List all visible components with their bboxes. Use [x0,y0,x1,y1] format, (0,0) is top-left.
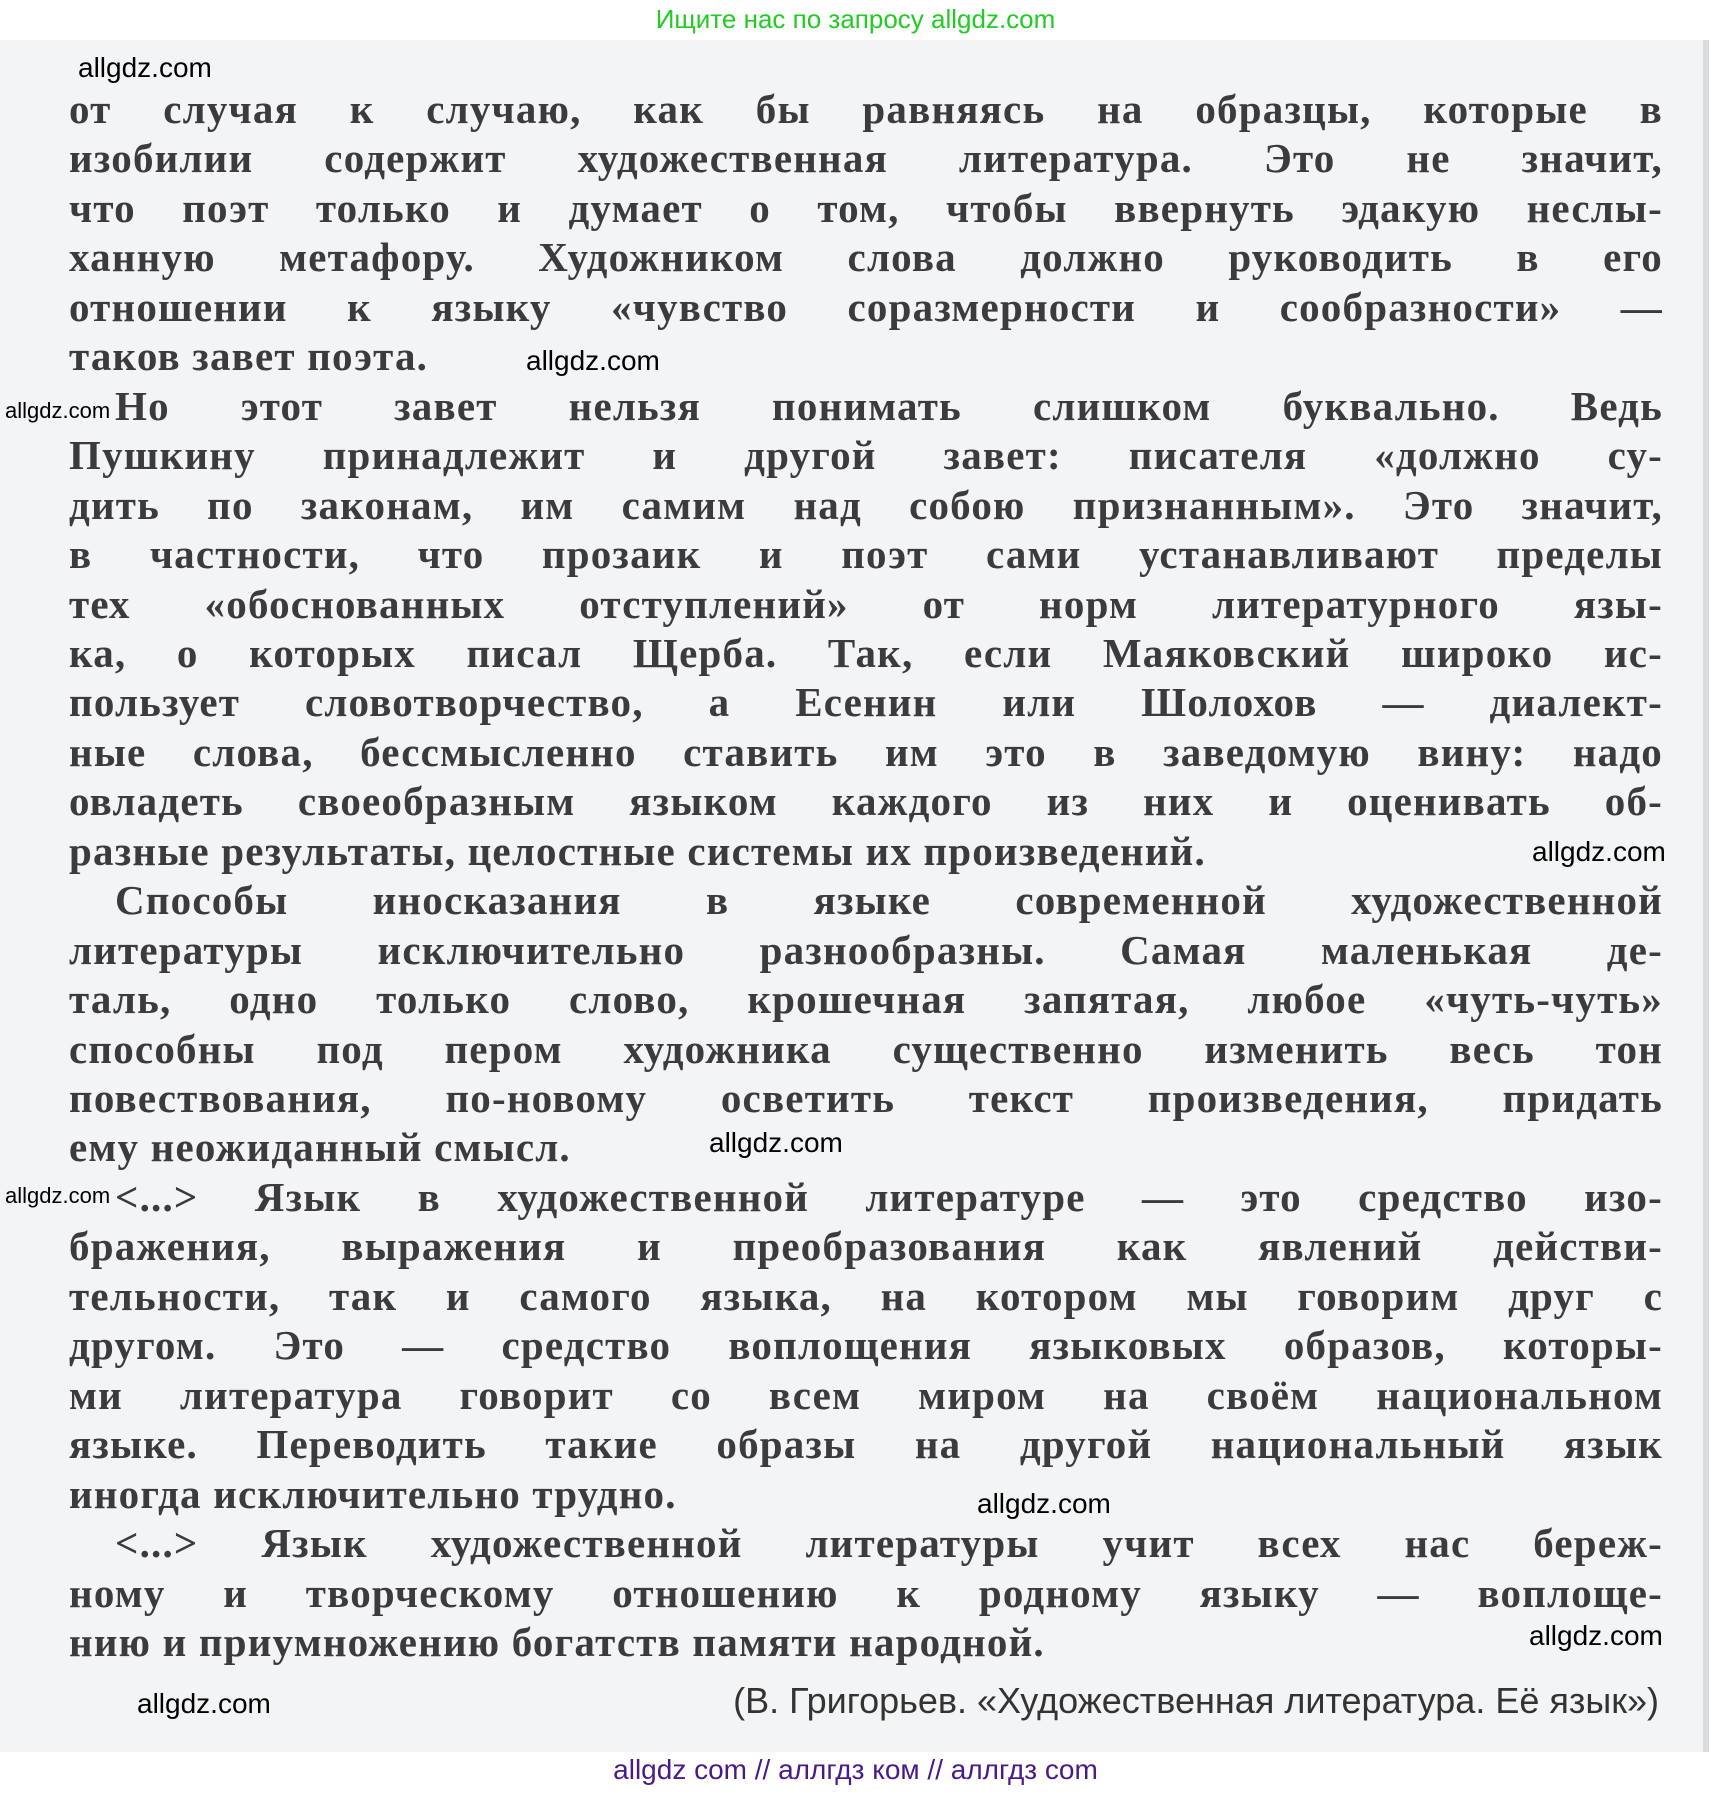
text-line: <...> Язык в художественной литературе — это средство изо- [115,1173,1663,1220]
watermark: allgdz.com [5,398,111,423]
text-line: способны под пером художника существенно изменить весь тон [69,1025,1663,1072]
text-line: таков завет поэта. [69,333,429,380]
text-line: <...> Язык художественной литературы учит всех нас береж- [115,1520,1663,1567]
text-line: отношении к языку «чувство соразмерности и сообразности» — [69,283,1663,330]
text-line: тех «обоснованных отступлений» от норм литературного язы- [69,580,1663,627]
text-line: от случая к случаю, как бы равняясь на образцы, которые в [69,86,1663,132]
text-line: изобилии содержит художественная литература. Это не значит, [69,135,1663,182]
text-line: овладеть своеобразным языком каждого из них и оценивать об- [69,778,1663,825]
watermark: allgdz.com [1532,836,1666,867]
text-line: ные слова, бессмысленно ставить им это в заведомую вину: надо [69,728,1663,775]
text-line: литературы исключительно разнообразны. Самая маленькая де- [69,926,1663,973]
text-line: Пушкину принадлежит и другой завет: писателя «должно су- [69,432,1663,479]
text-line: Способы иносказания в языке современной художественной [115,877,1663,924]
watermark: allgdz.com [977,1488,1111,1519]
watermark: allgdz.com [137,1688,271,1719]
footer-links: allgdz com // аллгдз ком // аллгдз com [613,1754,1098,1785]
top-banner: Ищите нас по запросу allgdz.com [655,4,1056,34]
text-line: другом. Это — средство воплощения языковых образов, которы- [69,1322,1663,1369]
text-line: ханную метафору. Художником слова должно руководить в его [69,234,1663,281]
attribution: (В. Григорьев. «Художественная литература. Её язык») [733,1680,1659,1721]
text-line: в частности, что прозаик и поэт сами устанавливают пределы [69,531,1663,578]
text-line: ми литература говорит со всем миром на своём национальном [69,1371,1663,1418]
text-line: дить по законам, им самим над собою признанным». Это значит, [69,481,1663,528]
text-line: пользует словотворчество, а Есенин или Шолохов — диалект- [69,679,1663,726]
watermark: allgdz.com [78,52,212,83]
text-line: ному и творческому отношению к родному языку — воплоще- [69,1569,1663,1616]
text-line: ему неожиданный смысл. [69,1124,571,1171]
text-line: ка, о которых писал Щерба. Так, если Маяковский широко ис- [69,629,1663,676]
text-line: бражения, выражения и преобразования как явлений действи- [69,1223,1663,1270]
text-line: нию и приумножению богатств памяти народной. [69,1618,1045,1665]
watermark: allgdz.com [1529,1620,1663,1651]
text-line: разные результаты, целостные системы их произведений. [69,827,1206,874]
text-line: иногда исключительно трудно. [69,1470,677,1517]
text-line: тельности, так и самого языка, на котором мы говорим друг с [69,1272,1663,1319]
text-line: Но этот завет нельзя понимать слишком буквально. Ведь [115,382,1663,429]
text-line: что поэт только и думает о том, чтобы ввернуть эдакую неслы- [69,184,1663,231]
watermark: allgdz.com [526,345,660,376]
text-line: таль, одно только слово, крошечная запятая, любое «чуть-чуть» [69,976,1663,1023]
text-line: повествования, по-новому осветить текст произведения, придать [69,1075,1663,1121]
text-line: языке. Переводить такие образы на другой национальный язык [69,1421,1663,1468]
watermark: allgdz.com [709,1127,843,1158]
watermark: allgdz.com [5,1183,111,1208]
